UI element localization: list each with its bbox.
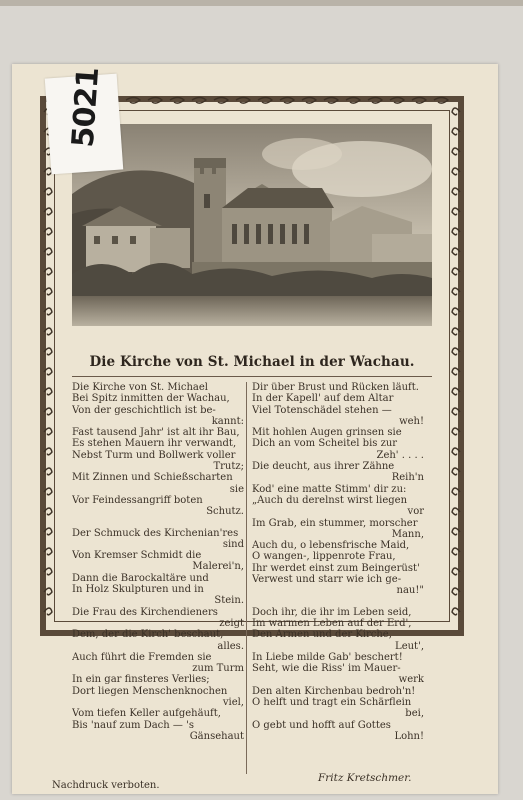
poem-line: Im warmen Leben auf der Erd', (252, 617, 412, 629)
poem-line: O gebt und hofft auf Gottes (252, 719, 391, 731)
poem-line: bei, (405, 708, 424, 720)
poem-line: Ihr werdet einst zum Beingerüst' (252, 562, 420, 574)
poem-line: Trutz; (213, 461, 244, 473)
archive-label (45, 66, 124, 175)
title-rule (72, 376, 432, 377)
poem-line: Die Frau des Kirchendieners (72, 606, 218, 618)
poem-line: In ein gar finsteres Verlies; (72, 674, 210, 686)
poem-line: Stein. (214, 595, 244, 607)
poem-line: Gänsehaut (189, 730, 244, 742)
poem-line: Bis 'nauf zum Dach — 's (72, 719, 194, 731)
poem-line: Vom tiefen Keller aufgehäuft, (72, 708, 221, 720)
poem-line: sie (229, 483, 244, 495)
poem-line: viel, (222, 697, 244, 709)
poem-line: O wangen-, lippenrote Frau, (252, 551, 396, 563)
poem-line: Die deucht, aus ihrer Zähne (252, 461, 395, 473)
poem-line: „Auch du derelnst wirst liegen (252, 494, 408, 506)
poem-line: kannt: (211, 415, 244, 427)
stanza-gap (72, 518, 244, 528)
poem-line: Im Grab, ein stummer, morscher (252, 517, 418, 529)
poem-line: Schutz. (206, 506, 244, 518)
poem-line: zeigt (219, 617, 244, 629)
poem-line: Fast tausend Jahr' ist alt ihr Bau, (72, 427, 240, 439)
poem-line: Von Kremser Schmidt die (72, 550, 202, 562)
poem-line: weh! (399, 415, 424, 427)
author-name: Fritz Kretschmer. (318, 772, 412, 784)
poem-line: Bei Spitz inmitten der Wachau, (72, 393, 230, 405)
poem-line: sind (222, 538, 244, 550)
poem-title: Die Kirche von St. Michael in der Wachau. (89, 354, 415, 370)
poem-line: Nebst Turm und Bollwerk voller (72, 449, 236, 461)
poem-line: nau!" (396, 585, 424, 597)
poem-line: Zeh' . . . . (376, 449, 424, 461)
poem-line: alles. (217, 640, 244, 652)
poem-line: Auch führt die Fremden sie (72, 651, 212, 663)
church-photo (72, 124, 432, 326)
poem-column-left (72, 382, 244, 742)
poem-line: Den alten Kirchenbau bedroh'n! (252, 685, 416, 697)
poem-line: Die Kirche von St. Michael (72, 382, 208, 393)
poem-line: Dann die Barockaltäre und (72, 572, 209, 584)
poem-line: Der Schmuck des Kirchenian'res (72, 527, 239, 539)
poem-line: Dir über Brust und Rücken läuft. (252, 382, 419, 393)
stanza-gap (252, 597, 424, 607)
poem-line: Mit Zinnen und Schießscharten (72, 472, 233, 484)
poem-line: Dem, der die Kirch' beschaut, (72, 629, 224, 641)
poem-line: Malerei'n, (192, 561, 244, 573)
poem-line: Dort liegen Menschenknochen (72, 685, 228, 697)
poem-line: Reih'n (391, 472, 424, 484)
poem-line: Doch ihr, die ihr im Leben seid, (252, 606, 412, 618)
poem-line: werk (398, 674, 424, 686)
poem-line: Von der geschichtlich ist be- (72, 404, 216, 416)
poem-line: In Holz Skulpturen und in (72, 584, 204, 596)
poem-line: Leut', (395, 640, 424, 652)
poem-line: Mit hohlen Augen grinsen sie (252, 427, 402, 439)
poem-line: In Liebe milde Gab' beschert! (252, 651, 403, 663)
poem-line: Lohn! (394, 730, 424, 742)
poem-line: Verwest und starr wie ich ge- (252, 574, 402, 586)
poem-line: Seht, wie die Riss' im Mauer- (252, 663, 401, 675)
poem-line: Es stehen Mauern ihr verwandt, (72, 438, 237, 450)
archive-number: 5021 (65, 66, 107, 149)
reprint-notice: Nachdruck verboten. (52, 780, 160, 791)
poem-line: Vor Feindessangriff boten (72, 494, 203, 506)
poem-line: Viel Totenschädel stehen — (252, 404, 392, 416)
poem-line: O helft und tragt ein Schärflein (252, 697, 412, 709)
poem-column-right (252, 382, 424, 742)
column-divider (246, 382, 247, 774)
poem-line: Auch du, o lebensfrische Maid, (252, 540, 410, 552)
poem-line: Den Armen und der Kirche, (252, 629, 392, 641)
poem-line: zum Turm (192, 663, 244, 675)
poem-line: Kod' eine matte Stimm' dir zu: (252, 483, 407, 495)
poem-line: Dich an vom Scheitel bis zur (252, 438, 398, 450)
poem-line: In der Kapell' auf dem Altar (252, 393, 394, 405)
poem-line: Mann, (391, 528, 424, 540)
poem-line: vor (407, 506, 424, 518)
scan-top-edge (0, 0, 523, 6)
